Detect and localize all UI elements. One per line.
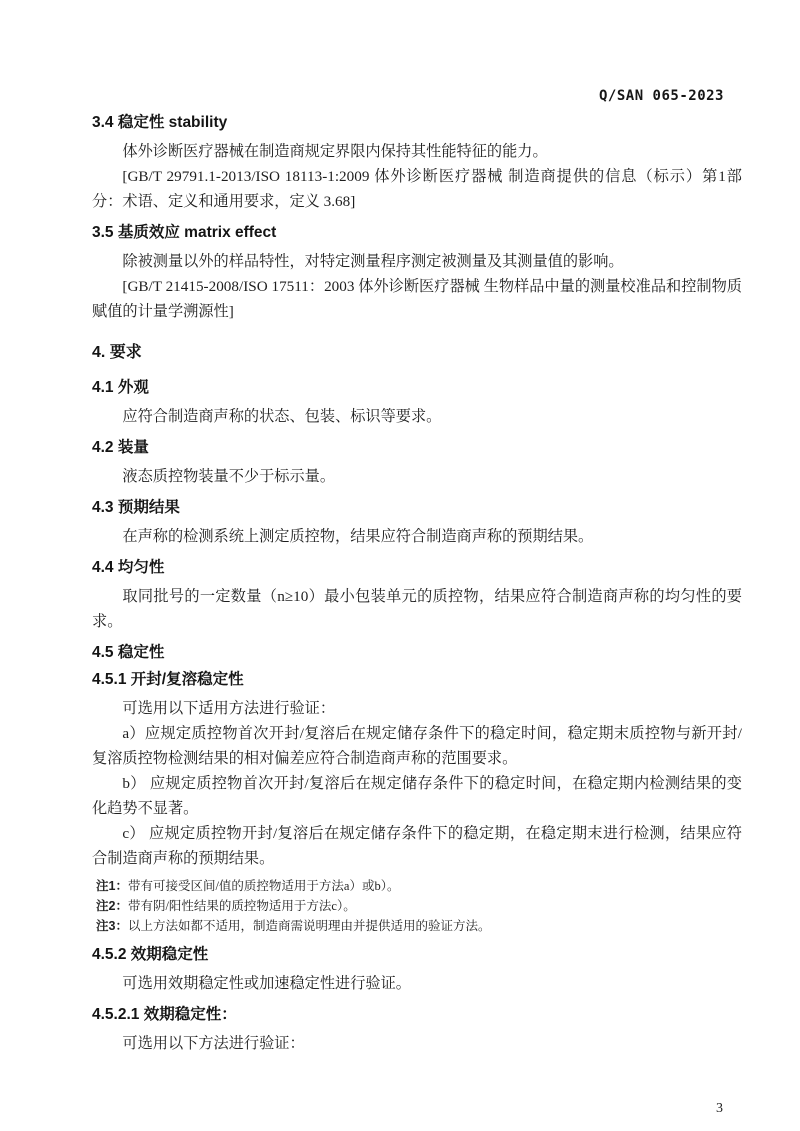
- paragraph-4-5-2-1: 可选用以下方法进行验证：: [122, 1035, 305, 1052]
- note-1: [96, 876, 742, 896]
- paragraph-3-4-source: [GB/T 29791.1-2013/ISO 18113-1:2009 体外诊断医疗器械 制造商提供的信息（标示）第1部分：术语、定义和通用要求，定义 3.68]: [92, 168, 742, 210]
- note-3-text: 以上方法如都不适用，制造商需说明理由并提供适用的验证方法。: [127, 919, 491, 933]
- notes-block: [92, 876, 742, 936]
- list-item-a: a）应规定质控物首次开封/复溶后在规定储存条件下的稳定时间，稳定期末质控物与新开封/复溶质控物检测结果的相对偏差应符合制造商声称的范围要求。: [92, 725, 742, 767]
- paragraph-4-5-1-intro: 可选用以下适用方法进行验证：: [122, 700, 336, 717]
- note-1-text: 带有可接受区间/值的质控物适用于方法a）或b）。: [127, 879, 400, 893]
- note-3: [96, 916, 742, 936]
- section-heading-4-5-1: 4.5.1 开封/复溶稳定性: [92, 671, 244, 688]
- paragraph-4-5-2: 可选用效期稳定性或加速稳定性进行验证。: [122, 975, 411, 992]
- list-item-c: c） 应规定质控物开封/复溶后在规定储存条件下的稳定期，在稳定期末进行检测，结果应符合制造商声称的预期结果。: [92, 825, 742, 867]
- section-heading-4-5: 4.5 稳定性: [92, 644, 165, 661]
- section-heading-4-1: 4.1 外观: [92, 379, 149, 396]
- paragraph-3-5-source: [GB/T 21415-2008/ISO 17511：2003 体外诊断医疗器械 生物样品中量的测量校准品和控制物质赋值的计量学溯源性]: [92, 278, 742, 320]
- list-item-b: b） 应规定质控物首次开封/复溶后在规定储存条件下的稳定时间，在稳定期内检测结果的变化趋势不显著。: [92, 775, 742, 817]
- page-number: 3: [716, 1101, 723, 1116]
- section-heading-4-4: 4.4 均匀性: [92, 559, 165, 576]
- note-2-text: 带有阴/阳性结果的质控物适用于方法c）。: [127, 899, 356, 913]
- paragraph-4-3: 在声称的检测系统上测定质控物，结果应符合制造商声称的预期结果。: [122, 528, 594, 545]
- note-2-label: 注2：: [96, 899, 128, 913]
- note-3-label: 注3：: [96, 919, 128, 933]
- paragraph-4-4: 取同批号的一定数量（n≥10）最小包装单元的质控物，结果应符合制造商声称的均匀性的要求。: [92, 588, 742, 630]
- paragraph-3-5-definition: 除被测量以外的样品特性，对特定测量程序测定被测量及其测量值的影响。: [122, 253, 624, 270]
- section-heading-4-3: 4.3 预期结果: [92, 499, 180, 516]
- paragraph-3-4-definition: 体外诊断医疗器械在制造商规定界限内保持其性能特征的能力。: [122, 143, 548, 160]
- doc-code-header: Q/SAN 065-2023: [598, 88, 724, 104]
- paragraph-4-1: 应符合制造商声称的状态、包装、标识等要求。: [122, 408, 442, 425]
- section-heading-3-4: 3.4 稳定性 stability: [92, 114, 228, 131]
- section-heading-3-5: 3.5 基质效应 matrix effect: [92, 224, 277, 241]
- section-heading-4: 4. 要求: [92, 344, 142, 361]
- paragraph-4-2: 液态质控物装量不少于标示量。: [122, 468, 336, 485]
- note-1-label: 注1：: [96, 879, 128, 893]
- page-content: [92, 88, 742, 1056]
- section-heading-4-2: 4.2 装量: [92, 439, 149, 456]
- note-2: [96, 896, 742, 916]
- section-heading-4-5-2: 4.5.2 效期稳定性: [92, 946, 209, 963]
- section-heading-4-5-2-1: 4.5.2.1 效期稳定性：: [92, 1006, 237, 1023]
